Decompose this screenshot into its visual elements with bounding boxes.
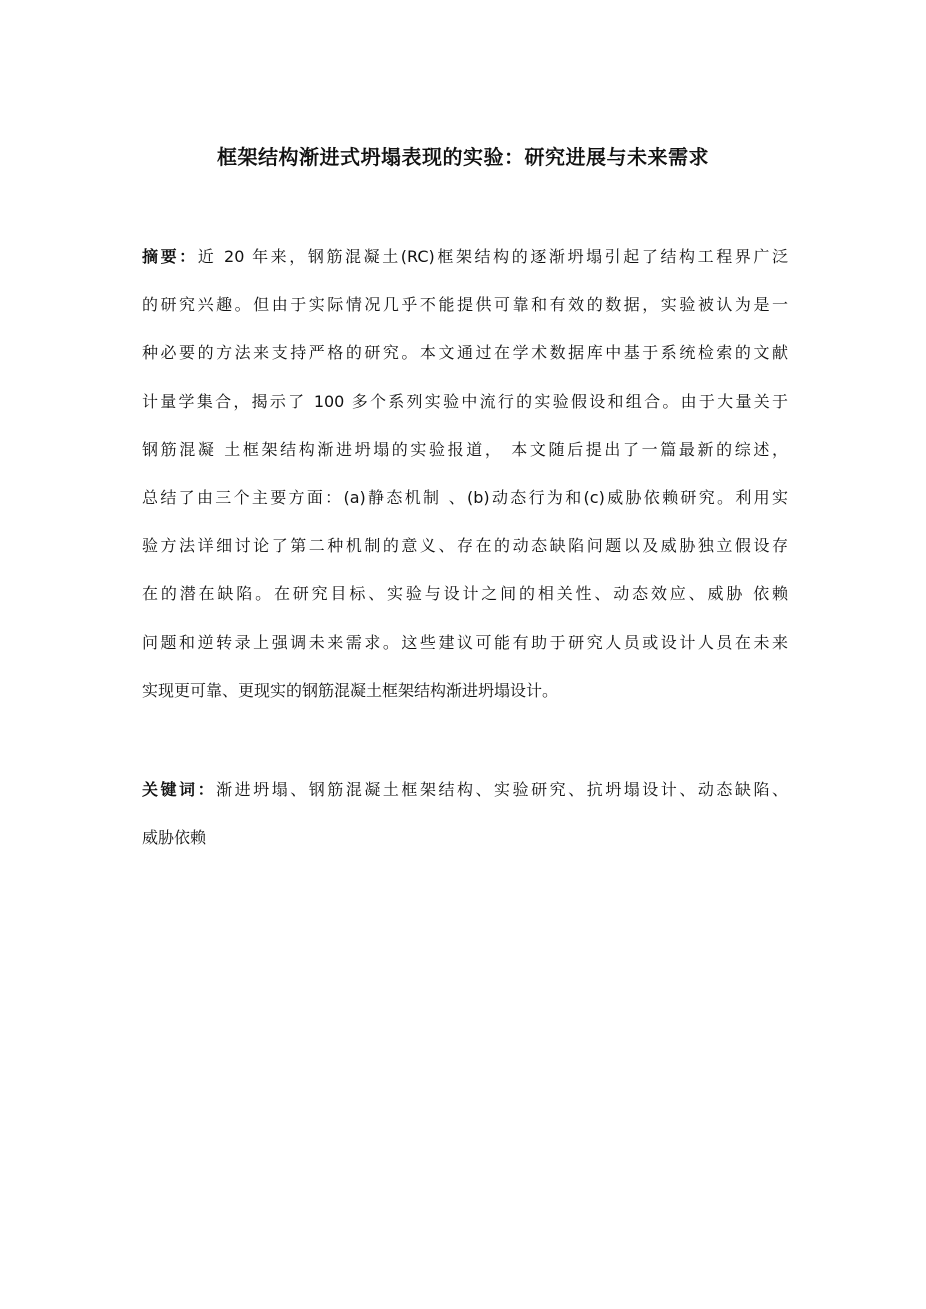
abstract-line: 总结了由三个主要方面：(a)静态机制 、(b)动态行为和(c)威胁依赖研究。利用实 — [142, 487, 788, 507]
keywords-line-text: 渐进坍塌、钢筋混凝土框架结构、实验研究、抗坍塌设计、动态缺陷、 — [216, 780, 788, 799]
abstract-line: 实现更可靠、更现实的钢筋混凝土框架结构渐进坍塌设计。 — [142, 680, 559, 700]
document-title: 框架结构渐进式坍塌表现的实验：研究进展与未来需求 — [217, 145, 709, 169]
abstract-line — [142, 233, 788, 281]
abstract-line: 在的潜在缺陷。在研究目标、实验与设计之间的相关性、动态效应、威胁 依赖 — [142, 584, 788, 604]
keywords-label: 关键词： — [142, 780, 217, 799]
abstract-line-text: 近 20 年来，钢筋混凝土(RC)框架结构的逐渐坍塌引起了结构工程界广泛 — [197, 247, 788, 266]
abstract-label: 摘要： — [142, 247, 198, 266]
abstract-section — [142, 233, 788, 715]
abstract-line: 计量学集合，揭示了 100 多个系列实验中流行的实验假设和组合。由于大量关于 — [142, 391, 788, 411]
abstract-line: 钢筋混凝 土框架结构渐进坍塌的实验报道， 本文随后提出了一篇最新的综述， — [142, 439, 788, 459]
abstract-line: 验方法详细讨论了第二种机制的意义、存在的动态缺陷问题以及威胁独立假设存 — [142, 536, 788, 556]
keywords-line: 威胁依赖 — [142, 828, 207, 848]
abstract-line: 的研究兴趣。但由于实际情况几乎不能提供可靠和有效的数据，实验被认为是一 — [142, 295, 788, 315]
abstract-line: 问题和逆转录上强调未来需求。这些建议可能有助于研究人员或设计人员在未来 — [142, 632, 788, 652]
abstract-line: 种必要的方法来支持严格的研究。本文通过在学术数据库中基于系统检索的文献 — [142, 343, 788, 363]
keywords-line — [142, 766, 788, 814]
keywords-section — [142, 766, 788, 862]
